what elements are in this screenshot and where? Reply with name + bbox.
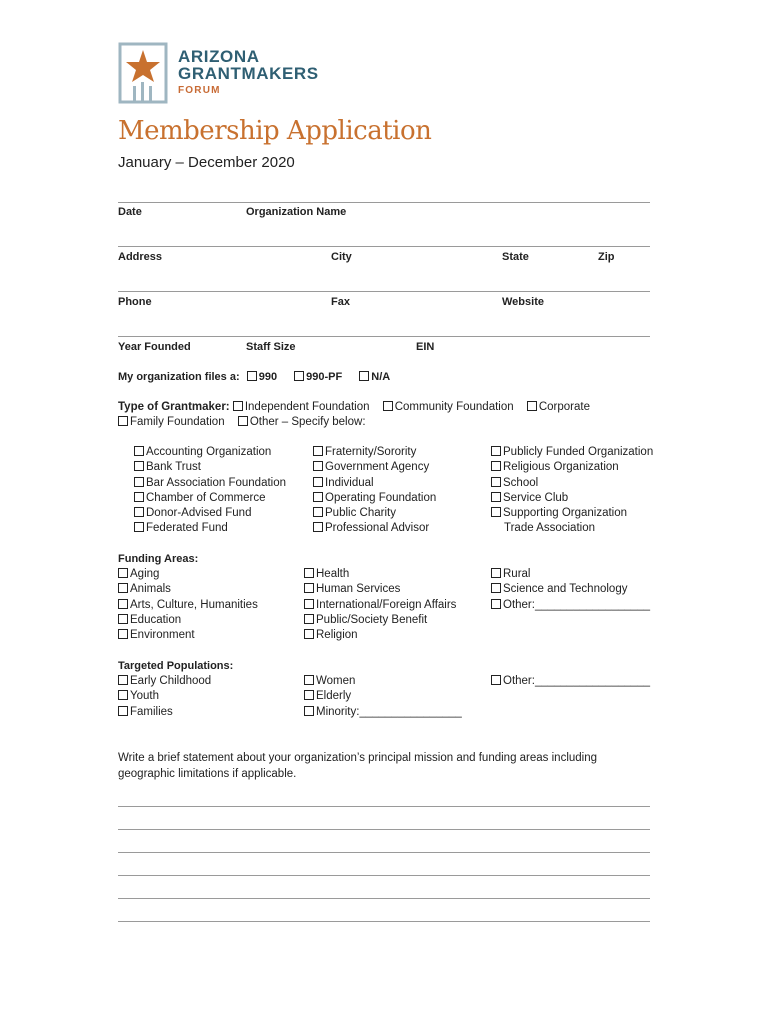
star-logo-icon [118,42,170,104]
option-label: School [503,476,539,489]
state-label: State [502,251,529,263]
list-item [304,582,456,597]
list-item [118,582,258,597]
year-founded-input-line[interactable] [118,336,650,337]
checkbox-independent-foundation[interactable] [233,401,243,411]
list-item [118,689,211,704]
list-item [491,460,653,475]
organization-name-label: Organization Name [246,206,347,218]
date-org-input-line[interactable] [118,202,650,203]
checkbox[interactable] [118,614,128,624]
logo-line3: FORUM [178,85,221,96]
option-label: Public/Society Benefit [316,613,428,626]
list-item [134,476,286,491]
list-item [304,705,462,720]
fax-label: Fax [331,296,350,308]
checkbox[interactable] [134,522,144,532]
list-item [118,628,258,643]
option-label: Youth [130,690,159,703]
address-input-line[interactable] [118,246,650,247]
funding-col1 [118,567,258,643]
page-title: Membership Application [118,116,432,146]
checkbox[interactable] [134,461,144,471]
filing-990pf-label: 990-PF [306,371,343,383]
option-label: Government Agency [325,461,430,474]
option-label: Public Charity [325,507,396,520]
grantmaker-label: Type of Grantmaker: [118,401,230,413]
option-label: International/Foreign Affairs [316,598,457,611]
filing-row [118,371,390,383]
filing-label: My organization files a: [118,371,240,383]
option-label: Bank Trust [146,461,201,474]
statement-line-5[interactable] [118,898,650,899]
checkbox[interactable] [313,492,323,502]
checkbox[interactable] [491,446,501,456]
option-label: Health [316,568,350,580]
option-label: Aging [130,568,160,580]
grantmaker-col2 [313,445,436,537]
list-item [313,460,436,475]
checkbox[interactable] [313,446,323,456]
list-item [134,445,286,460]
targeted-populations-label: Targeted Populations: [118,660,234,672]
list-item [118,674,211,689]
list-item [304,567,456,582]
family-foundation-label: Family Foundation [130,416,225,428]
ein-label: EIN [416,341,435,353]
checkbox[interactable] [118,568,128,578]
staff-size-label: Staff Size [246,341,296,353]
statement-line-1[interactable] [118,806,650,807]
option-label: Religious Organization [503,461,619,474]
option-label: Education [130,613,182,626]
list-item [491,445,653,460]
option-label: Early Childhood [130,675,212,687]
list-item [313,445,436,460]
logo-line1: ARIZONA [178,47,260,66]
checkbox-other-specify[interactable] [238,416,248,426]
option-label: Rural [503,568,531,580]
checkbox[interactable] [118,629,128,639]
checkbox[interactable] [304,568,314,578]
grantmaker-col3 [491,445,653,537]
list-item [118,567,258,582]
checkbox[interactable] [118,599,128,609]
list-item [134,521,286,536]
address-label: Address [118,251,163,263]
list-item [134,460,286,475]
list-item [313,521,436,536]
checkbox[interactable] [304,675,314,685]
checkbox[interactable] [304,614,314,624]
checkbox-corporate[interactable] [527,401,537,411]
checkbox[interactable] [118,675,128,685]
checkbox[interactable] [313,477,323,487]
checkbox-990[interactable] [247,371,257,381]
checkbox-na[interactable] [359,371,369,381]
option-label: Families [130,705,173,718]
option-label: Arts, Culture, Humanities [130,598,258,611]
list-item [304,628,456,643]
filing-990-label: 990 [258,371,278,383]
checkbox[interactable] [304,583,314,593]
option-label: Chamber of Commerce [146,491,266,504]
community-foundation-label: Community Foundation [394,401,514,413]
logo-text [178,48,319,99]
corporate-label: Corporate [538,401,590,413]
checkbox[interactable] [134,477,144,487]
logo-line2: GRANTMAKERS [178,64,319,83]
checkbox-990pf[interactable] [294,371,304,381]
option-label: Accounting Organization [146,446,272,458]
option-label: Animals [130,583,171,596]
list-item [134,506,286,521]
list-item [304,613,456,628]
grantmaker-row-2 [118,415,366,430]
list-item [304,689,462,704]
option-label: Bar Association Foundation [146,476,287,489]
list-item [118,598,258,613]
checkbox[interactable] [304,599,314,609]
checkbox[interactable] [118,690,128,700]
checkbox[interactable] [491,599,501,609]
list-item [491,598,650,613]
option-label: Elderly [316,690,352,703]
option-label[interactable]: Minority:________________ [316,705,462,718]
checkbox[interactable] [304,629,314,639]
checkbox[interactable] [304,690,314,700]
list-item [491,674,650,689]
checkbox[interactable] [491,568,501,578]
populations-col3 [491,674,650,689]
statement-line-4[interactable] [118,875,650,876]
checkbox[interactable] [304,706,314,716]
statement-line-6[interactable] [118,921,650,922]
list-item [134,491,286,506]
statement-line-2[interactable] [118,829,650,830]
option-label[interactable]: Other:__________________ [503,675,651,687]
checkbox[interactable] [313,507,323,517]
funding-col2 [304,567,456,643]
phone-label: Phone [118,296,152,308]
checkbox-family-foundation[interactable] [118,416,128,426]
checkbox[interactable] [134,492,144,502]
grantmaker-row-1 [118,400,590,415]
list-item [491,582,650,597]
phone-input-line[interactable] [118,291,650,292]
checkbox[interactable] [491,461,501,471]
checkbox[interactable] [313,522,323,532]
list-item: Trade Association [504,522,595,535]
zip-label: Zip [598,251,615,263]
list-item [491,506,653,521]
option-label: Federated Fund [146,522,228,535]
checkbox[interactable] [491,507,501,517]
option-label: Service Club [503,491,569,504]
populations-col2 [304,674,462,720]
filing-na-label: N/A [371,371,391,383]
option-label: Professional Advisor [325,522,430,535]
list-item [491,567,650,582]
statement-line-3[interactable] [118,852,650,853]
logo [118,42,328,106]
funding-areas-label: Funding Areas: [118,553,199,565]
checkbox[interactable] [134,507,144,517]
statement-prompt: Write a brief statement about your organization’s principal mission and funding areas including geographic limitations if applicable. [118,752,598,780]
checkbox[interactable] [491,492,501,502]
list-item [313,476,436,491]
checkbox[interactable] [134,446,144,456]
list-item [491,491,653,506]
independent-foundation-label: Independent Foundation [244,401,370,413]
option-label: Environment [130,629,195,642]
grantmaker-col1 [134,445,286,537]
option-label: Science and Technology [503,583,628,596]
list-item [118,613,258,628]
year-founded-label: Year Founded [118,341,191,353]
checkbox[interactable] [313,461,323,471]
date-label: Date [118,206,142,218]
option-label: Supporting Organization [503,507,628,520]
option-label[interactable]: Other:__________________ [503,598,651,611]
other-specify-label: Other – Specify below: [249,416,366,428]
checkbox[interactable] [118,583,128,593]
checkbox[interactable] [491,477,501,487]
option-label: Women [316,675,356,687]
option-label: Publicly Funded Organization [503,446,654,458]
option-label: Operating Foundation [325,491,437,504]
funding-col3 [491,567,650,613]
list-item [304,674,462,689]
website-label: Website [502,296,544,308]
option-label: Donor-Advised Fund [146,507,252,520]
list-item [118,705,211,720]
page-subtitle: January – December 2020 [118,154,295,171]
populations-col1 [118,674,211,720]
option-label: Religion [316,629,358,642]
checkbox[interactable] [491,675,501,685]
list-item [313,491,436,506]
checkbox-community-foundation[interactable] [383,401,393,411]
list-item [313,506,436,521]
city-label: City [331,251,352,263]
checkbox[interactable] [491,583,501,593]
checkbox[interactable] [118,706,128,716]
option-label: Fraternity/Sorority [325,446,417,458]
option-label: Individual [325,476,374,489]
option-label: Human Services [316,583,401,596]
list-item [304,598,456,613]
list-item [491,476,653,491]
